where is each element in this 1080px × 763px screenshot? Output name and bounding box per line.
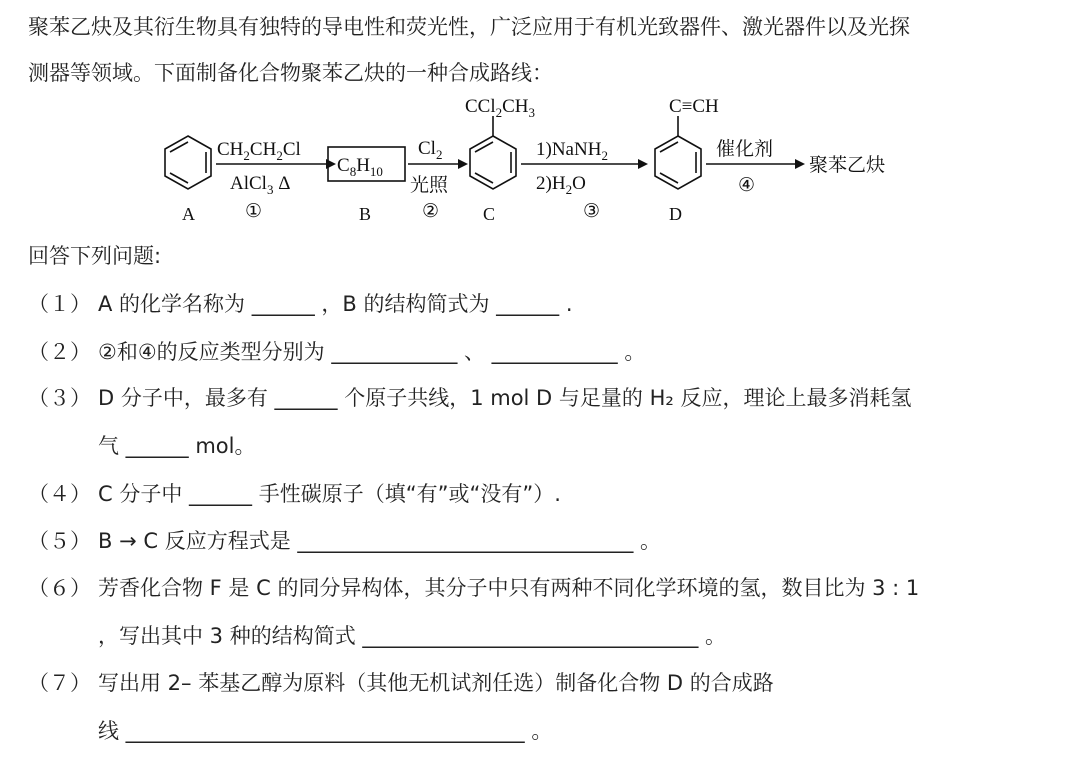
question-2-number: （２）: [28, 340, 91, 364]
question-5-text: B → C 反应方程式是 ________________________________ 。: [98, 529, 662, 553]
question-6-number: （６）: [28, 576, 91, 600]
question-2: [28, 336, 645, 366]
benzene-ring-c: [470, 116, 516, 189]
question-2-text: ②和④的反应类型分别为 ____________ 、 ____________ 。: [98, 340, 646, 364]
question-5: [28, 525, 661, 555]
question-6: [28, 572, 919, 602]
benzene-ring-a: [165, 136, 211, 189]
question-6-text: 芳香化合物 F 是 C 的同分异构体，其分子中只有两种不同化学环境的氢，数目比为 3 : 1: [98, 576, 920, 600]
label-b: B: [359, 204, 372, 224]
arrowhead-2: [458, 159, 468, 169]
arrowhead-4: [795, 159, 805, 169]
label-c: C: [483, 204, 496, 224]
step2-reagent: $Cl_2$: [418, 138, 443, 162]
step2-condition: 光照: [410, 174, 449, 196]
step1-reagent: $CH_2CH_2Cl$: [217, 139, 301, 163]
substituent-d: C≡CH: [669, 96, 719, 117]
question-7-text: 写出用 2– 苯基乙醇为原料（其他无机试剂任选）制备化合物 D 的合成路: [98, 671, 774, 695]
answer-prompt: 回答下列问题:: [28, 244, 162, 268]
compound-b-formula: $C_8H_{10}$: [337, 155, 383, 179]
label-d: D: [669, 204, 682, 224]
intro-line-1: 聚苯乙炔及其衍生物具有独特的导电性和荧光性，广泛应用于有机光致器件、激光器件以及光探: [28, 15, 910, 39]
question-7-continuation: 线 ______________________________________ 。: [98, 719, 553, 743]
question-3-number: （３）: [28, 386, 91, 410]
step1-number: ①: [245, 201, 263, 222]
step3-reagent: 1)NaNH$_2$: [536, 139, 608, 163]
step4-number: ④: [738, 175, 756, 196]
label-a: A: [182, 204, 195, 224]
synthesis-scheme: [150, 92, 930, 232]
question-3: [28, 382, 911, 412]
question-1: [28, 288, 573, 318]
question-3-text: D 分子中，最多有 ______ 个原子共线，1 mol D 与足量的 H₂ 反应，理论上最多消耗氢: [98, 386, 912, 410]
question-5-number: （５）: [28, 529, 91, 553]
question-4-number: （４）: [28, 482, 91, 506]
intro-paragraph: [28, 4, 1038, 96]
step3-condition: $2)H_2O$: [536, 173, 586, 197]
question-1-number: （１）: [28, 292, 91, 316]
intro-line-2: 测器等领域。下面制备化合物聚苯乙炔的一种合成路线：: [28, 61, 553, 85]
step1-condition: AlCl$_3$ Δ: [230, 173, 291, 197]
step2-number: ②: [422, 201, 440, 222]
question-3-continuation: 气 ______ mol。: [98, 434, 256, 458]
question-4-text: C 分子中 ______ 手性碳原子（填“有”或“没有”）.: [98, 482, 561, 506]
product-label: 聚苯乙炔: [809, 154, 886, 176]
question-7-number: （７）: [28, 671, 91, 695]
question-6-continuation: ，写出其中 3 种的结构简式 ________________________________ 。: [98, 624, 727, 648]
question-4: [28, 478, 561, 508]
arrowhead-3: [638, 159, 648, 169]
substituent-c: $CCl_2CH_3$: [465, 96, 536, 120]
step3-number: ③: [583, 201, 601, 222]
question-1-text: A 的化学名称为 ______ ，B 的结构简式为 ______ .: [98, 292, 573, 316]
step4-reagent: 催化剂: [716, 138, 774, 160]
benzene-ring-d: [655, 116, 701, 189]
question-7: [28, 667, 774, 697]
